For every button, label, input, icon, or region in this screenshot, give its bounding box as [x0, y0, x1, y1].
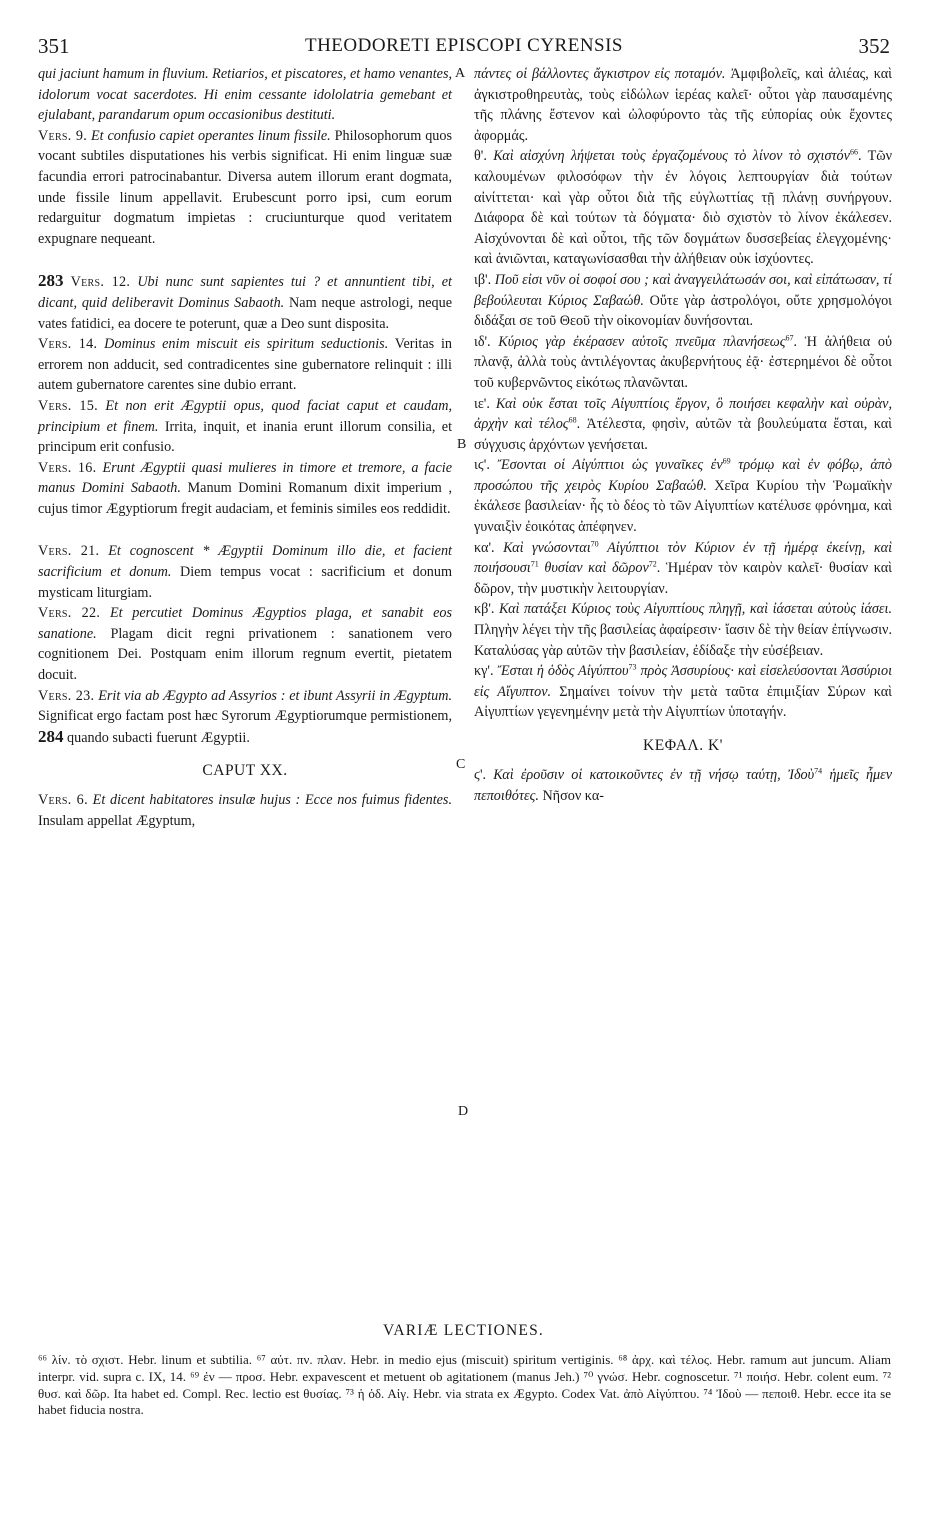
verse-label: Vers. 23.	[38, 687, 95, 704]
latin-verse-14	[38, 334, 452, 396]
margin-letter-c: C	[456, 757, 466, 772]
latin-verse-9	[38, 126, 452, 250]
verse-label: ϛ'.	[474, 767, 487, 783]
verse-label: Vers. 15.	[38, 397, 98, 414]
verse-lemma: Καὶ πατάξει Κύριος τοὺς Αἰγυπτίους πληγῇ, καὶ ἰάσεται αὐτοὺς ἰάσει.	[499, 601, 893, 618]
footnote-marker: 71	[530, 559, 539, 569]
verse-label: ιβ'.	[474, 271, 492, 288]
verse-text: Significat ergo factam post hæc Syrorum Ægyptiorumque permistionem,	[38, 708, 452, 725]
margin-letter-a: A	[455, 66, 466, 81]
verse-label: Vers. 14.	[38, 336, 98, 353]
verse-text: Irrita, inquit, et inania erunt illorum consilia, et principum erit confusio.	[38, 418, 453, 456]
verse-lemma: Dominus enim miscuit eis spiritum seductionis.	[104, 336, 389, 353]
verse-lemma: Ἔσονται οἱ Αἰγύπτιοι ὡς γυναῖκες ἐν	[497, 457, 723, 474]
verse-text: Νῆσον κα-	[542, 787, 604, 804]
verse-lemma: Αἰγύπτιοι τὸν Κύριον ἐν τῇ ἡμέρᾳ ἐκείνῃ, καὶ ποιήσουσι	[474, 539, 893, 577]
verse-lemma: Ποῦ εἰσι νῦν οἱ σοφοί σου ; καὶ ἀναγγειλάτωσάν σοι, καὶ εἰπάτωσαν, τί βεβούλευται Κύριος Σαβαώθ.	[474, 271, 892, 309]
footnote-marker: 70	[590, 538, 599, 548]
latin-verse-12	[38, 271, 452, 334]
verse-label: Vers. 6.	[38, 792, 88, 809]
verse-lemma: Et non erit Ægyptii opus, quod faciat caput et caudam, principium et finem.	[38, 397, 452, 435]
footnote-marker: 72	[648, 559, 657, 569]
verse-lemma: Κύριος γὰρ ἐκέρασεν αὐτοῖς πνεῦμα πλανήσεως	[498, 333, 786, 350]
chapter-heading-greek: ΚΕΦΑΛ. Κ'	[643, 737, 723, 754]
verse-text: Plagam dicit regni privationem : sanationem vero cognitionem Dei. Postquam enim illorum regnum evertit, pietatem docuit.	[38, 625, 452, 684]
margin-letter-d: D	[458, 1104, 469, 1119]
verse-label: Vers. 12.	[70, 274, 131, 291]
page-number-right: 352	[858, 34, 890, 58]
footnote-marker: 67	[785, 332, 794, 342]
greek-column	[474, 64, 892, 806]
verse-label: Vers. 16.	[38, 459, 97, 476]
greek-verse-16	[474, 455, 892, 537]
greek-verse-9	[474, 146, 892, 270]
greek-verse-21	[474, 538, 892, 600]
verse-lemma: Et confusio capiet operantes linum fissile.	[90, 127, 331, 144]
verse-label: ιδ'.	[474, 333, 491, 350]
verse-lemma: Erit via ab Ægypto ad Assyrios : et ibunt Assyrii in Ægyptum.	[98, 687, 452, 704]
greek-verse-14	[474, 332, 892, 394]
verse-lemma: θυσίαν καὶ δῶρον	[544, 560, 649, 577]
column-number: 284	[38, 726, 64, 746]
verse-text: . Ἀτέλεστα, φησὶν, αὐτῶν τὰ βουλεύματα ἔσται, καὶ σύγχυσις ἀρχόντων γενήσεται.	[474, 416, 893, 453]
page-header	[38, 34, 890, 60]
verse-text: Σημαίνει τοίνυν τὴν μετὰ ταῦτα ἐπιμιξίαν Σύρων καὶ Αἰγυπτίων γεγενημένην μετὰ τὴν Αἰγυπτίων ὑποταγήν.	[474, 683, 892, 721]
verse-label: Vers. 21.	[38, 543, 100, 560]
verse-text: Οὔτε γὰρ ἀστρολόγοι, οὔτε χρησμολόγοι διδάξαι σε τοῦ Θεοῦ τὴν οἰκονομίαν δυνήσονται.	[474, 292, 892, 330]
footnote-marker: 68	[568, 415, 577, 425]
greek-verse-22	[474, 599, 892, 661]
greek-verse-23	[474, 661, 892, 723]
page-number-left: 351	[38, 34, 70, 58]
column-number: 283	[38, 271, 64, 291]
greek-paragraph	[474, 64, 892, 146]
latin-column	[38, 64, 452, 832]
verse-label: κβ'.	[474, 601, 495, 618]
verse-text: Insulam appellat Ægyptum,	[38, 813, 196, 829]
verse-text: Ἀμφιβολεῖς, καὶ ἁλιέας, καὶ ἀγκιστροθηρευτὰς, τοὺς εἰδώλων ἱερέας καλεῖ· οὗτοι γὰρ παυσαμένης τῆς πλάνης ἔστενον καὶ ὠλοφύροντο τὰς τῆς εὐπορίας οὐκ ἔχοντες ἀφορμάς.	[474, 66, 892, 144]
footnote-marker: 73	[628, 662, 637, 672]
running-title: THEODORETI EPISCOPI CYRENSIS	[304, 35, 624, 56]
verse-text: Veritas in errorem non adducit, sed contradicentes sine gubernatore relinquit : illi autem gubernatore carentes sine dubio errant.	[38, 336, 452, 394]
verse-label: Vers. 22.	[38, 605, 101, 622]
variae-lectiones-notes: ⁶⁶ λίν. τὸ σχιστ. Hebr. linum et subtilia. ⁶⁷ αὐτ. πν. πλαν. Hebr. in medio ejus (miscuit) spiritum vertiginis. ⁶⁸ ἀρχ. καὶ τέλος. Hebr. ramum aut juncum. Aliam interpr. vid. supra c. IX, 14. ⁶⁹ ἐν — προσ. Hebr. expavescent et metuent ob agitationem (manus Jeh.) ⁷⁰ γνώσ. Hebr. cognoscetur. ⁷¹ ποιήσ. Hebr. colent eum. ⁷² θυσ. καὶ δῶρ. Ita habet ed. Compl. Rec. lectio est θυσίας. ⁷³ ἡ ὁδ. Αἰγ. Hebr. via strata ex Ægypto. Codex Vat. ἀπὸ Αἰγύπτου. ⁷⁴ Ἰδοὺ — πεποιθ. Hebr. ecce ita se habet fiducia nostra.	[38, 1352, 891, 1418]
verse-label: κα'.	[474, 539, 495, 556]
verse-lemma: Erunt Ægyptii quasi mulieres in timore et tremore, a facie manus Domini Sabaoth.	[38, 459, 452, 497]
verse-lemma: Καὶ αἰσχύνη λήψεται τοὺς ἐργαζομένους τὸ λίνον τὸ σχιστόν	[493, 148, 850, 165]
latin-verse-21	[38, 541, 452, 603]
verse-lemma: Ubi nunc sunt sapientes tui ? et annuntient tibi, et dicant, quid deliberavit Dominus Sabaoth.	[38, 274, 453, 311]
verse-text: Πληγὴν λέγει τὴν τῆς βασιλείας ἀφαίρεσιν· ἴασιν δὲ τὴν θείαν ἐπίγνωσιν. Καταλύσας γὰρ αὐτῶν τὴν βασιλείαν, ἐδίδαξε τὴν εὐσέβειαν.	[474, 622, 892, 659]
verse-label: κγ'.	[474, 663, 494, 680]
footnote-marker: 74	[814, 766, 823, 776]
verse-text: Nam neque astrologi, neque vates fatidici, ea docere te poterunt, quæ a Deo sunt disposita.	[38, 294, 453, 332]
latin-paragraph	[38, 64, 452, 126]
verse-text: . Ἡ ἀλήθεια οὐ πλανᾷ, ἀλλὰ τοὺς ἀντιλέγοντας ἀκυβερνήτους ἐᾷ· ἐστερημένοι δὲ οὗτοι τοῦ κυβερνῶντος εἰκότως πλανῶνται.	[474, 333, 893, 391]
verse-lemma: Et dicent habitatores insulæ hujus : Ecce nos fuimus fidentes.	[92, 792, 453, 809]
verse-lemma: Καὶ γνώσονται	[503, 539, 591, 556]
footnote-marker: 69	[722, 456, 731, 466]
verse-lemma: πάντες οἱ βάλλοντες ἄγκιστρον εἰς ποταμόν.	[474, 66, 726, 82]
verse-text: Χεῖρα Κυρίου τὴν Ῥωμαϊκὴν ἐκάλεσε βασιλείαν· ἧς τὸ δέος τὸ τῶν Αἰγυπτίων κατέλυσε φρόνημα, καὶ γυναιξὶν ἐοικότας ἀπέφηνεν.	[474, 477, 892, 536]
verse-text: Philosophorum quos vocant subtiles disputationes his verbis significat. Hi enim linguæ suæ facundia errori patrocinabantur. Diversa autem illorum erant dogmata, unde fissile linum appellavit. Erubescunt porro ipsi, cum eorum redarguitur dogmatum impietas : cruciunturque quod veritatem expugnare nequeant.	[38, 127, 452, 247]
verse-text: . Ἡμέραν τὸν καιρὸν καλεῖ· θυσίαν καὶ δῶρον, τὴν μυστικὴν λειτουργίαν.	[474, 560, 892, 597]
footnote-marker: 66	[849, 147, 858, 157]
verse-label: ιϛ'.	[474, 457, 490, 474]
verse-text: Manum Domini Romanum dixit imperium , cujus timor Ægyptiorum fregit audaciam, et feminis similes eos reddidit.	[38, 480, 452, 517]
variae-lectiones-heading: VARIÆ LECTIONES.	[382, 1322, 544, 1339]
verse-lemma: Et cognoscent * Ægyptii Dominum illo die, et facient sacrificium et donum.	[38, 543, 452, 581]
latin-chapter20-verse-6	[38, 790, 452, 831]
verse-lemma: τρόμῳ καὶ ἐν φόβῳ, ἀπὸ προσώπου τῆς χειρὸς Κυρίου Σαβαώθ.	[474, 457, 893, 494]
latin-intro-text: qui jaciunt hamum in fluvium. Retiarios, et piscatores, et hamo venantes, idolorum vocat sacerdotes. Hi enim cessante idololatria gemebant et ejulabant, parandarum opum occasionibus destituti.	[38, 66, 453, 124]
verse-label: θ'.	[474, 148, 487, 165]
verse-lemma: Καὶ ἐροῦσιν οἱ κατοικοῦντες ἐν τῇ νήσῳ ταύτῃ, Ἰδοὺ	[493, 767, 815, 783]
verse-lemma: Ἔσται ἡ ὁδὸς Αἰγύπτου	[497, 663, 629, 680]
verse-lemma: Καὶ οὐκ ἔσται τοῖς Αἰγυπτίοις ἔργον, ὃ ποιήσει κεφαλὴν καὶ οὐρὰν, ἀρχὴν καὶ τέλος	[474, 395, 892, 433]
latin-verse-23	[38, 686, 452, 749]
verse-label: Vers. 9.	[38, 127, 88, 144]
verse-lemma: πρὸς Ἀσσυρίους· καὶ εἰσελεύσονται Ἀσσύριοι εἰς Αἴγυπτον.	[474, 663, 893, 700]
verse-text-end: quando subacti fuerunt Ægyptii.	[67, 729, 250, 746]
latin-verse-16	[38, 458, 452, 520]
greek-verse-12	[474, 270, 892, 332]
greek-chapter20-verse-6	[474, 765, 892, 806]
verse-lemma: Et percutiet Dominus Ægyptios plaga, et sanabit eos sanatione.	[38, 605, 452, 642]
verse-label: ιε'.	[474, 395, 490, 412]
verse-text: . Τῶν καλουμένων φιλοσόφων τὴν ἐν λόγοις λεπτουργίαν διὰ τούτων αἰνίττεται· καὶ γὰρ οὗτοι διὰ τῆς εὐγλωττίας τῇ πλάνῃ συνήργουν. Διάφορα δὲ καὶ τούτων τὰ δόγματα· διὸ σχιστὸν τὸ λίνον ἐκάλεσεν. Αἰσχύνονται δὲ καὶ οὗτοι, τῆς τῶν δογμάτων δυσσεβείας ἐλεγχομένης· καὶ ἀνιῶνται, καταγωνίσασθαι τὴν ἀλήθειαν οὐκ ἰσχύοντες.	[474, 148, 892, 268]
margin-letter-b: B	[457, 437, 467, 452]
latin-verse-22	[38, 603, 452, 685]
verse-text: Diem tempus vocat : sacrificium et donum mysticam liturgiam.	[38, 564, 453, 601]
greek-verse-15	[474, 394, 892, 456]
verse-lemma: ἡμεῖς ἦμεν πεποιθότες.	[474, 767, 893, 804]
latin-verse-15	[38, 396, 452, 458]
chapter-heading-latin: CAPUT XX.	[202, 762, 288, 780]
